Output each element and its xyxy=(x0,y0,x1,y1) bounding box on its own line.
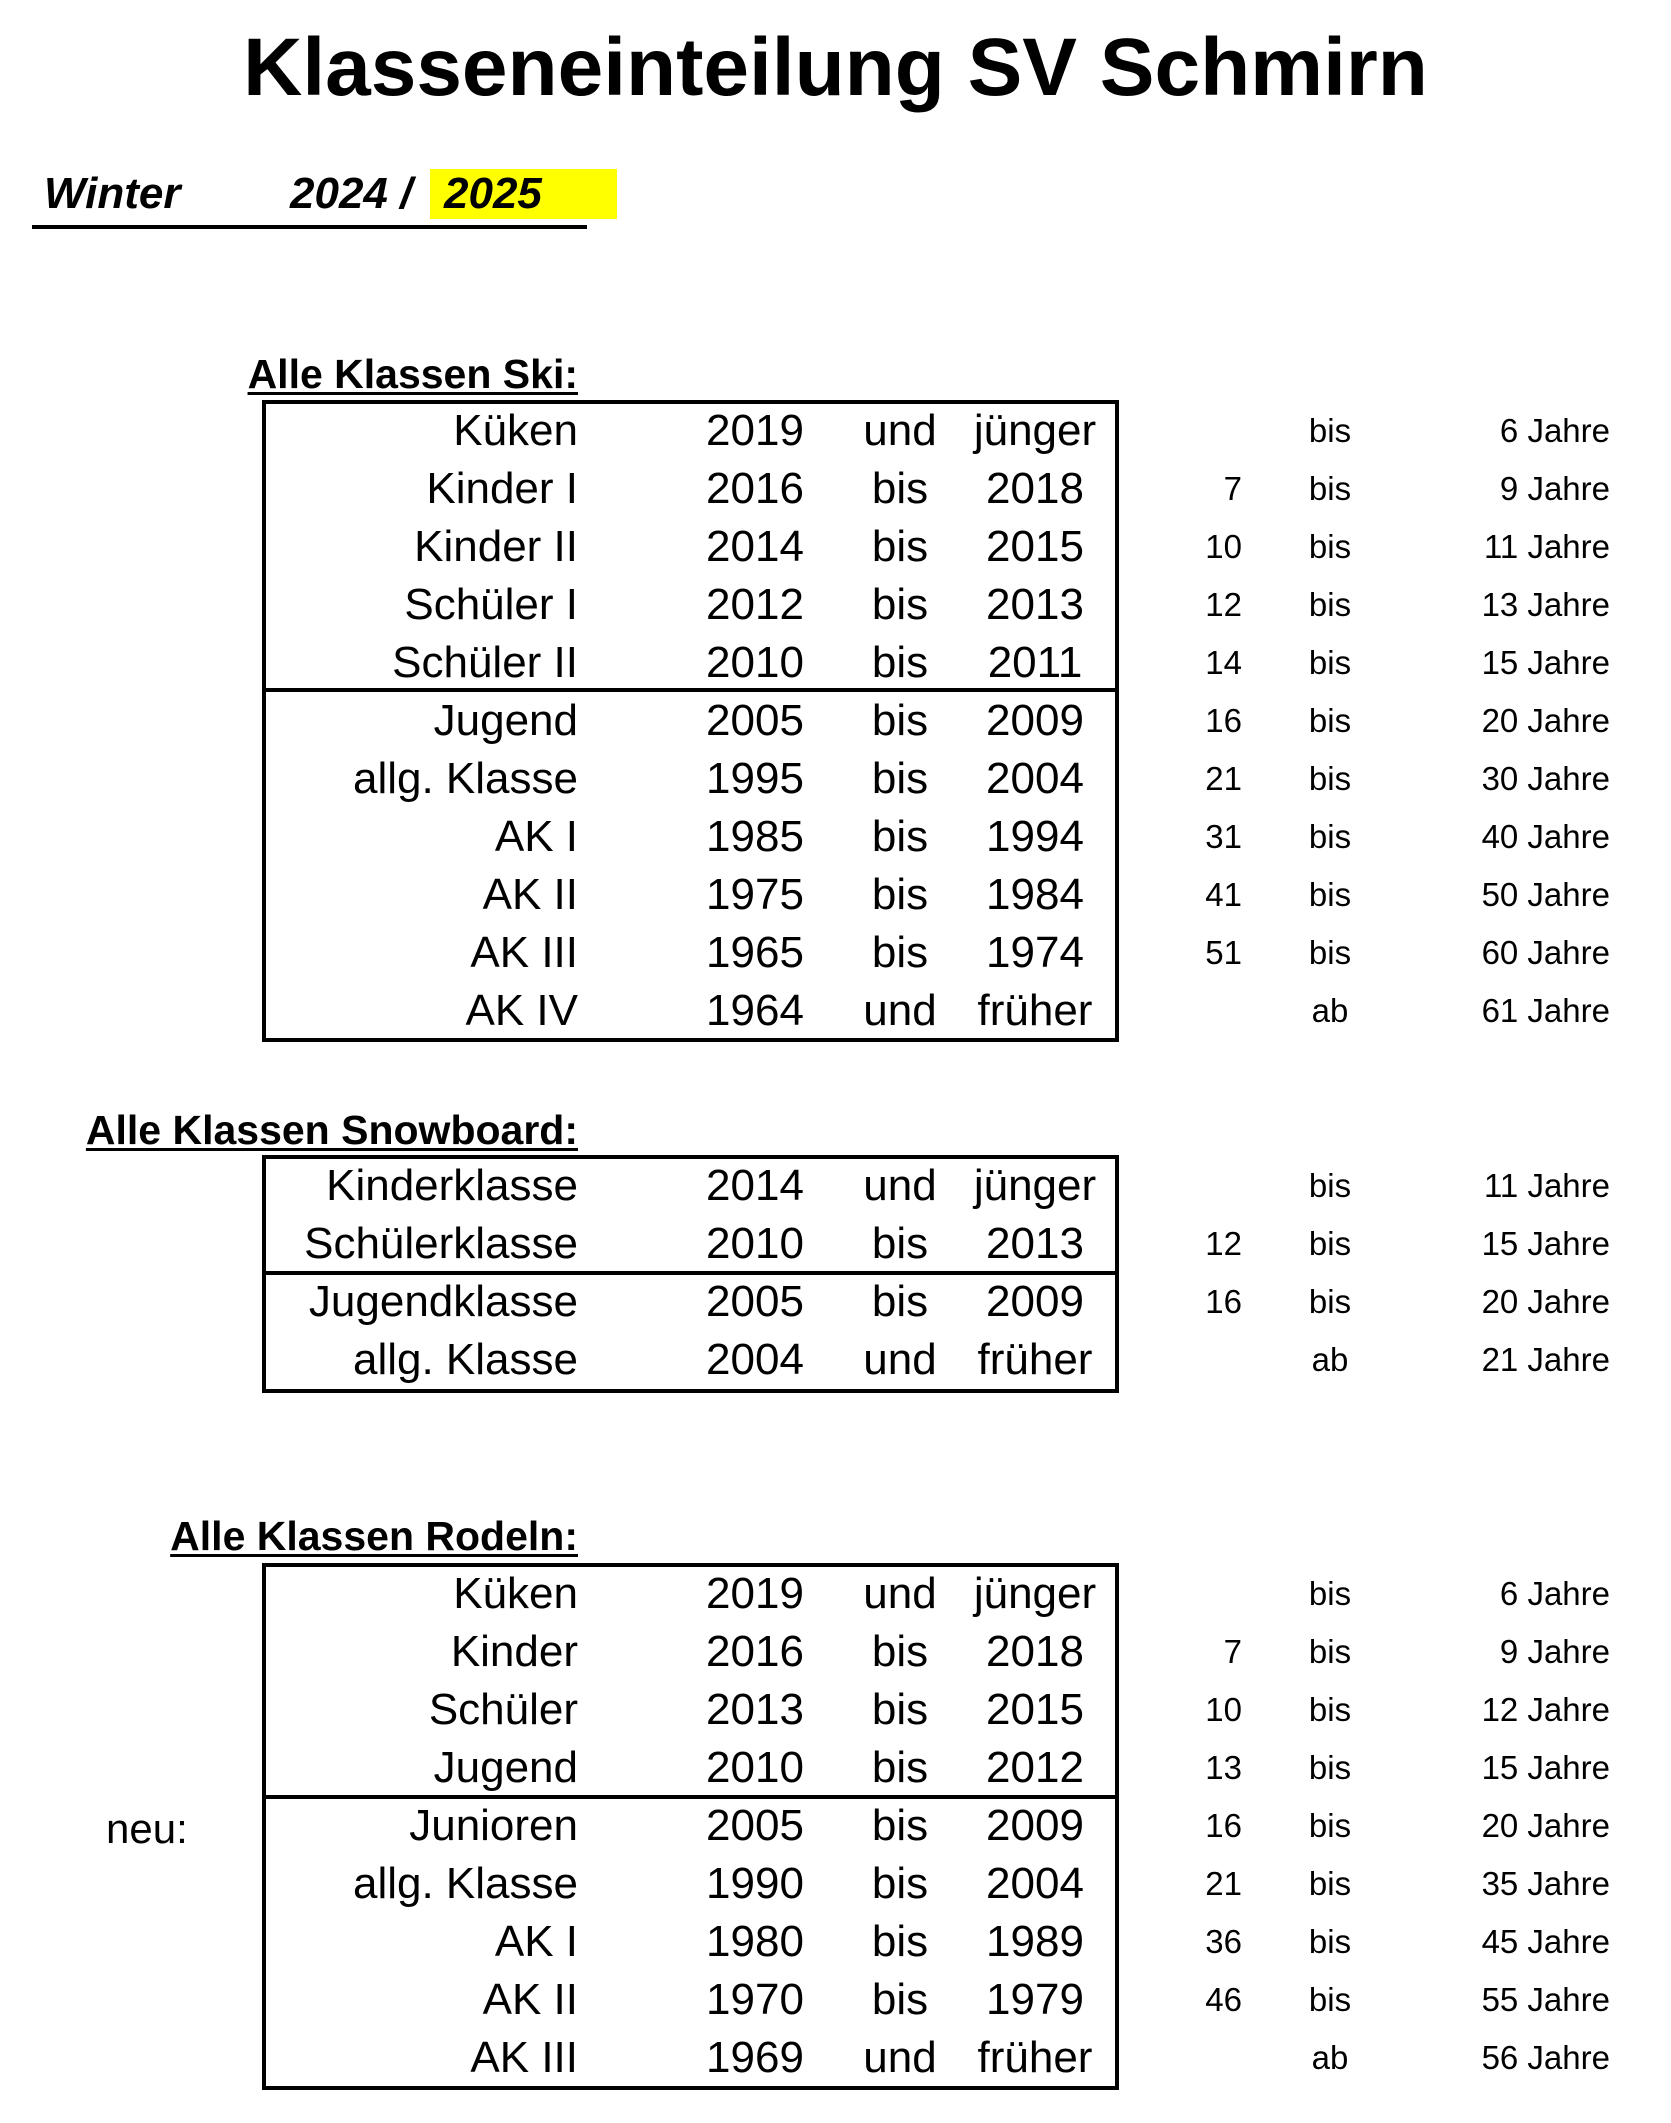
year-to: 2018 xyxy=(986,464,1084,513)
year-from: 2010 xyxy=(706,638,804,687)
age-from: 10 xyxy=(1205,528,1242,565)
age-from: 16 xyxy=(1205,1283,1242,1320)
age-to: 21 Jahre xyxy=(1481,1341,1610,1378)
year-from: 1970 xyxy=(706,1975,804,2024)
range-word: bis xyxy=(871,522,929,571)
year-to: 2004 xyxy=(986,1859,1084,1908)
age-to: 6 Jahre xyxy=(1499,1575,1610,1612)
age-relation: bis xyxy=(1308,702,1352,739)
range-word: bis xyxy=(871,1219,929,1268)
age-relation: bis xyxy=(1308,412,1352,449)
age-to: 20 Jahre xyxy=(1481,702,1610,739)
table-row xyxy=(0,1565,1671,1623)
table-row xyxy=(0,1971,1671,2029)
rodeln-heading: Alle Klassen Rodeln: xyxy=(170,1513,578,1559)
age-to: 15 Jahre xyxy=(1481,644,1610,681)
year-from: 2010 xyxy=(706,1219,804,1268)
year-from: 1975 xyxy=(706,870,804,919)
range-word: und xyxy=(863,2033,937,2082)
year-from: 2010 xyxy=(706,1743,804,1792)
year-to: 2013 xyxy=(986,1219,1084,1268)
table-row xyxy=(0,1739,1671,1797)
range-word: bis xyxy=(871,464,929,513)
year-from: 1980 xyxy=(706,1917,804,1966)
class-name: AK IV xyxy=(465,986,578,1035)
class-name: Schüler I xyxy=(404,580,578,629)
year-to: 1989 xyxy=(986,1917,1084,1966)
year-to: 2011 xyxy=(987,638,1083,687)
table-row xyxy=(0,1215,1671,1273)
age-to: 11 Jahre xyxy=(1484,1167,1610,1204)
age-to: 56 Jahre xyxy=(1481,2039,1610,2076)
range-word: bis xyxy=(871,1277,929,1326)
range-word: bis xyxy=(871,638,929,687)
class-name: Jugend xyxy=(433,1743,578,1792)
class-name: Kinder I xyxy=(426,464,578,513)
class-name: Junioren xyxy=(409,1801,578,1850)
season-year-end: 2025 xyxy=(444,169,542,218)
range-word: bis xyxy=(871,870,929,919)
age-to: 13 Jahre xyxy=(1481,586,1610,623)
age-relation: bis xyxy=(1308,818,1352,855)
age-relation: ab xyxy=(1311,1341,1349,1378)
ski-heading: Alle Klassen Ski: xyxy=(247,351,578,397)
class-name: allg. Klasse xyxy=(352,1859,578,1908)
range-word: und xyxy=(863,1335,937,1384)
age-from: 51 xyxy=(1205,934,1242,971)
year-from: 1969 xyxy=(706,2033,804,2082)
age-relation: bis xyxy=(1308,1575,1352,1612)
age-relation: bis xyxy=(1308,1691,1352,1728)
age-to: 35 Jahre xyxy=(1481,1865,1610,1902)
age-relation: bis xyxy=(1308,1167,1352,1204)
year-from: 2019 xyxy=(706,1569,804,1618)
age-relation: bis xyxy=(1308,934,1352,971)
age-from: 12 xyxy=(1205,586,1242,623)
age-from: 16 xyxy=(1205,702,1242,739)
age-relation: ab xyxy=(1311,2039,1349,2076)
class-name: allg. Klasse xyxy=(352,754,578,803)
age-to: 40 Jahre xyxy=(1481,818,1610,855)
age-relation: bis xyxy=(1308,470,1352,507)
age-relation: bis xyxy=(1308,876,1352,913)
year-to: 1979 xyxy=(986,1975,1084,2024)
year-to: 2009 xyxy=(986,1801,1084,1850)
age-relation: bis xyxy=(1308,644,1352,681)
table-row xyxy=(0,2029,1671,2087)
class-name: allg. Klasse xyxy=(352,1335,578,1384)
table-row xyxy=(0,402,1671,460)
age-from: 12 xyxy=(1205,1225,1242,1262)
range-word: bis xyxy=(871,1801,929,1850)
age-to: 50 Jahre xyxy=(1481,876,1610,913)
year-from: 2016 xyxy=(706,464,804,513)
table-row xyxy=(0,866,1671,924)
class-name: AK II xyxy=(482,1975,578,2024)
age-from: 36 xyxy=(1205,1923,1242,1960)
season-label: Winter xyxy=(44,169,181,218)
range-word: und xyxy=(863,1569,937,1618)
class-name: Kinder II xyxy=(414,522,578,571)
age-to: 6 Jahre xyxy=(1499,412,1610,449)
age-from: 7 xyxy=(1223,1633,1242,1670)
age-relation: bis xyxy=(1308,1807,1352,1844)
document-title: Klasseneinteilung SV Schmirn xyxy=(243,22,1428,113)
year-from: 2005 xyxy=(706,1277,804,1326)
year-from: 2005 xyxy=(706,1801,804,1850)
year-to: 2015 xyxy=(986,1685,1084,1734)
class-name: AK II xyxy=(482,870,578,919)
year-from: 2014 xyxy=(706,1161,804,1210)
range-word: bis xyxy=(871,1685,929,1734)
age-to: 60 Jahre xyxy=(1481,934,1610,971)
age-relation: bis xyxy=(1308,1749,1352,1786)
age-from: 21 xyxy=(1205,1865,1242,1902)
age-relation: bis xyxy=(1308,1981,1352,2018)
age-from: 10 xyxy=(1205,1691,1242,1728)
year-from: 2005 xyxy=(706,696,804,745)
year-to: früher xyxy=(977,2033,1093,2082)
new-note: neu: xyxy=(106,1805,188,1852)
age-from: 21 xyxy=(1205,760,1242,797)
year-to: 2018 xyxy=(986,1627,1084,1676)
class-name: Schüler II xyxy=(392,638,578,687)
range-word: bis xyxy=(871,580,929,629)
year-to: 1974 xyxy=(986,928,1084,977)
class-name: Küken xyxy=(453,406,578,455)
table-row xyxy=(0,924,1671,982)
season-line xyxy=(32,163,587,229)
year-to: 1984 xyxy=(986,870,1084,919)
age-relation: bis xyxy=(1308,586,1352,623)
table-row xyxy=(0,460,1671,518)
year-to: jünger xyxy=(973,1161,1097,1210)
snowboard-heading: Alle Klassen Snowboard: xyxy=(85,1107,578,1153)
age-relation: bis xyxy=(1308,1865,1352,1902)
class-name: Kinderklasse xyxy=(326,1161,578,1210)
table-row xyxy=(0,1623,1671,1681)
class-name: Jugend xyxy=(433,696,578,745)
range-word: bis xyxy=(871,1917,929,1966)
class-name: Schüler xyxy=(428,1685,578,1734)
table-row xyxy=(0,1273,1671,1331)
year-from: 1995 xyxy=(706,754,804,803)
age-relation: bis xyxy=(1308,528,1352,565)
age-to: 15 Jahre xyxy=(1481,1225,1610,1262)
age-to: 20 Jahre xyxy=(1481,1283,1610,1320)
year-from: 2016 xyxy=(706,1627,804,1676)
range-word: bis xyxy=(871,1627,929,1676)
year-from: 1990 xyxy=(706,1859,804,1908)
table-row xyxy=(0,808,1671,866)
class-name: Schülerklasse xyxy=(304,1219,578,1268)
age-relation: bis xyxy=(1308,1283,1352,1320)
age-relation: bis xyxy=(1308,1225,1352,1262)
range-word: und xyxy=(863,986,937,1035)
year-to: 2015 xyxy=(986,522,1084,571)
range-word: bis xyxy=(871,812,929,861)
year-to: 1994 xyxy=(986,812,1084,861)
range-word: bis xyxy=(871,1975,929,2024)
age-to: 9 Jahre xyxy=(1499,1633,1610,1670)
age-to: 30 Jahre xyxy=(1481,760,1610,797)
age-relation: bis xyxy=(1308,1633,1352,1670)
table-row xyxy=(0,750,1671,808)
age-to: 20 Jahre xyxy=(1481,1807,1610,1844)
year-to: 2013 xyxy=(986,580,1084,629)
class-name: Kinder xyxy=(450,1627,578,1676)
year-to: jünger xyxy=(973,1569,1097,1618)
age-from: 14 xyxy=(1205,644,1242,681)
year-to: früher xyxy=(977,1335,1093,1384)
year-from: 2012 xyxy=(706,580,804,629)
age-to: 11 Jahre xyxy=(1484,528,1610,565)
year-from: 2019 xyxy=(706,406,804,455)
class-name: AK III xyxy=(470,2033,578,2082)
age-relation: bis xyxy=(1308,1923,1352,1960)
class-name: AK I xyxy=(494,812,578,861)
range-word: und xyxy=(863,1161,937,1210)
year-from: 1964 xyxy=(706,986,804,1035)
year-from: 2014 xyxy=(706,522,804,571)
age-from: 41 xyxy=(1205,876,1242,913)
class-name: AK III xyxy=(470,928,578,977)
age-to: 61 Jahre xyxy=(1481,992,1610,1029)
year-to: 2009 xyxy=(986,1277,1084,1326)
year-to: früher xyxy=(977,986,1093,1035)
table-row xyxy=(0,1855,1671,1913)
table-row xyxy=(0,1681,1671,1739)
range-word: und xyxy=(863,406,937,455)
year-from: 2004 xyxy=(706,1335,804,1384)
year-to: 2004 xyxy=(986,754,1084,803)
table-row xyxy=(0,634,1671,692)
class-name: Jugendklasse xyxy=(308,1277,578,1326)
age-to: 55 Jahre xyxy=(1481,1981,1610,2018)
table-row xyxy=(0,1913,1671,1971)
range-word: bis xyxy=(871,928,929,977)
age-from: 13 xyxy=(1205,1749,1242,1786)
age-from: 46 xyxy=(1205,1981,1242,2018)
age-to: 15 Jahre xyxy=(1481,1749,1610,1786)
age-from: 31 xyxy=(1205,818,1242,855)
age-from: 7 xyxy=(1223,470,1242,507)
table-row xyxy=(0,518,1671,576)
age-to: 45 Jahre xyxy=(1481,1923,1610,1960)
table-row xyxy=(0,1331,1671,1389)
range-word: bis xyxy=(871,1743,929,1792)
table-row xyxy=(0,1797,1671,1855)
age-relation: bis xyxy=(1308,760,1352,797)
class-name: AK I xyxy=(494,1917,578,1966)
age-from: 16 xyxy=(1205,1807,1242,1844)
class-name: Küken xyxy=(453,1569,578,1618)
table-row xyxy=(0,576,1671,634)
year-to: 2012 xyxy=(986,1743,1084,1792)
table-row xyxy=(0,1157,1671,1215)
range-word: bis xyxy=(871,754,929,803)
table-row xyxy=(0,982,1671,1040)
age-to: 12 Jahre xyxy=(1481,1691,1610,1728)
range-word: bis xyxy=(871,1859,929,1908)
year-from: 1985 xyxy=(706,812,804,861)
range-word: bis xyxy=(871,696,929,745)
age-to: 9 Jahre xyxy=(1499,470,1610,507)
season-year-start: 2024 / xyxy=(290,169,413,218)
year-from: 2013 xyxy=(706,1685,804,1734)
table-row xyxy=(0,692,1671,750)
year-to: 2009 xyxy=(986,696,1084,745)
age-relation: ab xyxy=(1311,992,1349,1029)
year-to: jünger xyxy=(973,406,1097,455)
year-from: 1965 xyxy=(706,928,804,977)
